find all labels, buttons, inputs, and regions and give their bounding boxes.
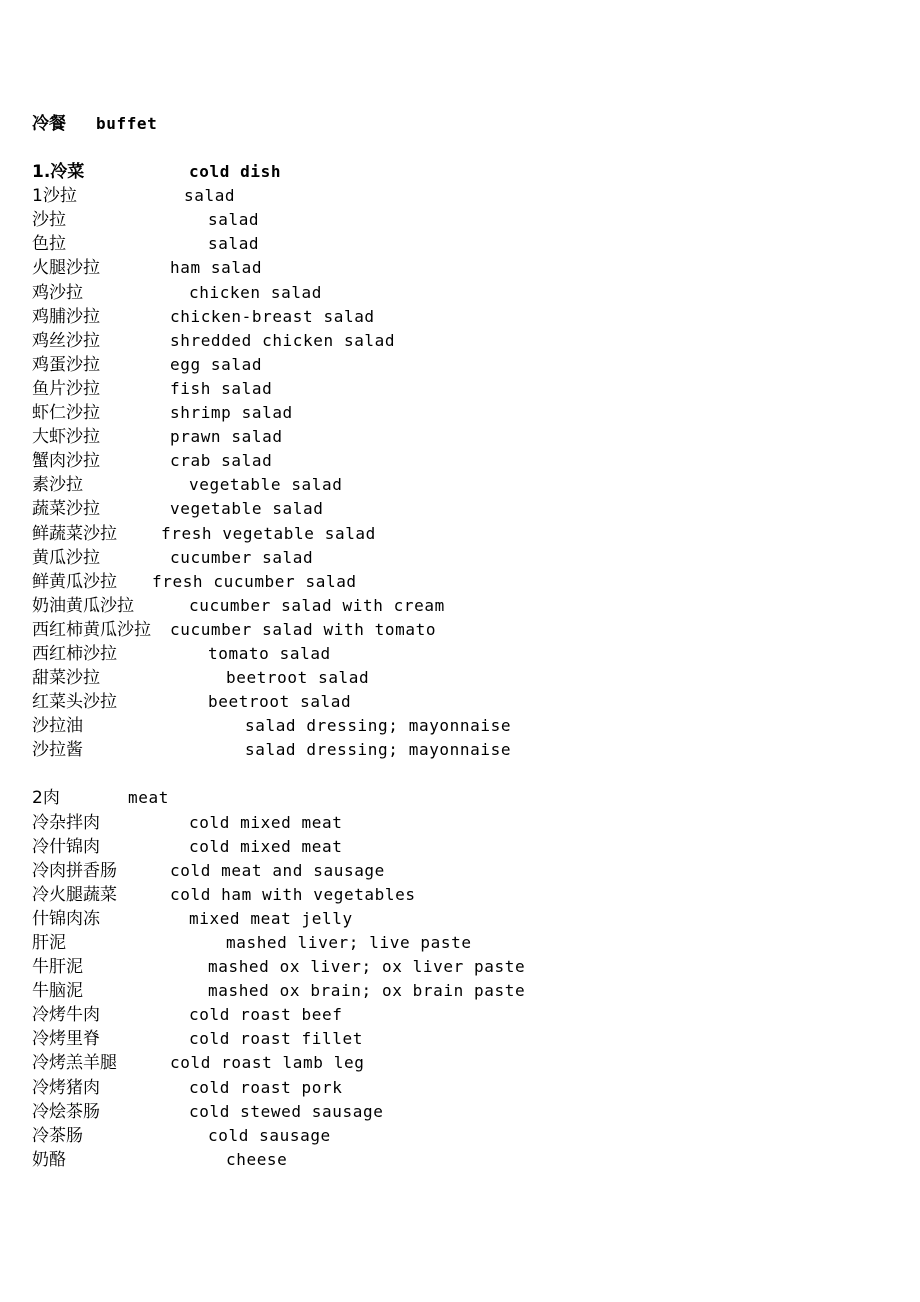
term-zh: 沙拉酱: [32, 740, 83, 761]
term-zh: 沙拉油: [32, 716, 83, 737]
term-zh: 大虾沙拉: [32, 427, 100, 448]
term-en: mashed ox brain; ox brain paste: [208, 981, 526, 1001]
term-zh: 沙拉: [32, 210, 66, 231]
term-en: salad: [208, 234, 260, 254]
term-zh: 鲜蔬菜沙拉: [32, 523, 117, 544]
term-en: cheese: [226, 1149, 288, 1169]
subsection-heading-en: meat: [128, 788, 169, 808]
term-en: salad dressing; mayonnaise: [245, 716, 512, 736]
term-row: [32, 353, 892, 377]
term-zh: 冷烤牛肉: [32, 1005, 100, 1026]
term-zh: 奶酪: [32, 1149, 66, 1170]
term-row: [32, 401, 892, 425]
term-en: mashed liver; live paste: [226, 933, 472, 952]
term-row: [32, 738, 892, 762]
term-zh: 甜菜沙拉: [32, 668, 100, 689]
term-row: [32, 425, 892, 449]
term-en: tomato salad: [208, 643, 331, 663]
term-en: prawn salad: [170, 427, 283, 447]
subsection-heading-zh: 1沙拉: [32, 186, 77, 207]
term-en: mashed ox liver; ox liver paste: [208, 957, 526, 977]
term-en: cold roast lamb leg: [170, 1053, 365, 1073]
term-zh: 鱼片沙拉: [32, 378, 100, 399]
term-row: [32, 883, 892, 907]
term-en: salad: [208, 210, 260, 230]
term-row: [32, 979, 892, 1003]
term-en: shrimp salad: [170, 403, 293, 423]
term-zh: 冷杂拌肉: [32, 812, 100, 833]
term-row: [32, 232, 892, 256]
term-row: [32, 594, 892, 618]
term-zh: 红菜头沙拉: [32, 692, 117, 713]
term-zh: 鸡脯沙拉: [32, 306, 100, 327]
term-en: crab salad: [170, 451, 273, 471]
section-heading-zh: 1.冷菜: [32, 162, 85, 183]
term-zh: 素沙拉: [32, 475, 83, 496]
term-en: beetroot salad: [226, 668, 370, 688]
term-row: [32, 522, 892, 546]
term-en: vegetable salad: [189, 475, 343, 495]
term-row: [32, 497, 892, 521]
meat-list: [32, 811, 892, 1172]
term-zh: 鸡蛋沙拉: [32, 354, 100, 375]
document-page: [32, 112, 892, 1172]
term-zh: 冷烤羔羊腿: [32, 1053, 117, 1074]
term-zh: 冷什锦肉: [32, 836, 100, 857]
term-en: cold ham with vegetables: [170, 884, 416, 904]
term-en: chicken salad: [189, 282, 323, 302]
term-row: [32, 835, 892, 859]
term-en: ham salad: [170, 258, 263, 278]
title-en: buffet: [96, 114, 158, 133]
term-zh: 黄瓜沙拉: [32, 547, 100, 568]
term-zh: 鸡丝沙拉: [32, 330, 100, 351]
term-zh: 西红柿沙拉: [32, 643, 117, 664]
salad-list: [32, 208, 892, 762]
term-en: cold roast beef: [189, 1005, 343, 1025]
section-heading-en: cold dish: [189, 162, 282, 182]
term-row: [32, 666, 892, 690]
term-en: cold stewed sausage: [189, 1101, 384, 1121]
subsection-heading: [32, 184, 892, 208]
term-en: cold sausage: [208, 1125, 331, 1145]
spacer: [32, 762, 892, 786]
term-row: [32, 931, 892, 955]
term-zh: 冷茶肠: [32, 1125, 83, 1146]
term-en: vegetable salad: [170, 499, 324, 519]
term-zh: 西红柿黄瓜沙拉: [32, 619, 151, 640]
term-zh: 冷火腿蔬菜: [32, 884, 117, 905]
term-row: [32, 714, 892, 738]
term-zh: 奶油黄瓜沙拉: [32, 595, 134, 616]
term-zh: 鸡沙拉: [32, 282, 83, 303]
term-row: [32, 329, 892, 353]
term-row: [32, 907, 892, 931]
term-row: [32, 955, 892, 979]
term-zh: 冷烤里脊: [32, 1029, 100, 1050]
term-zh: 色拉: [32, 234, 66, 255]
term-en: cold mixed meat: [189, 836, 343, 856]
term-zh: 火腿沙拉: [32, 258, 100, 279]
term-row: [32, 546, 892, 570]
term-zh: 蟹肉沙拉: [32, 451, 100, 472]
term-row: [32, 1124, 892, 1148]
term-zh: 冷烩茶肠: [32, 1101, 100, 1122]
term-row: [32, 570, 892, 594]
term-row: [32, 811, 892, 835]
term-row: [32, 642, 892, 666]
subsection-heading: [32, 786, 892, 810]
term-row: [32, 1076, 892, 1100]
term-zh: 鲜黄瓜沙拉: [32, 571, 117, 592]
term-zh: 牛肝泥: [32, 957, 83, 978]
term-zh: 冷烤猪肉: [32, 1077, 100, 1098]
term-en: fish salad: [170, 378, 273, 398]
term-zh: 虾仁沙拉: [32, 403, 100, 424]
term-en: fresh vegetable salad: [161, 523, 376, 543]
term-en: cold roast fillet: [189, 1029, 363, 1049]
term-row: [32, 1051, 892, 1075]
term-row: [32, 377, 892, 401]
document-title: [32, 112, 892, 136]
term-row: [32, 281, 892, 305]
term-en: shredded chicken salad: [170, 330, 396, 350]
term-row: [32, 1027, 892, 1051]
term-zh: 冷肉拼香肠: [32, 860, 117, 881]
term-en: cucumber salad: [170, 547, 314, 567]
term-row: [32, 859, 892, 883]
spacer: [32, 136, 892, 160]
term-en: salad dressing; mayonnaise: [245, 740, 512, 760]
term-en: cucumber salad with cream: [189, 595, 445, 615]
term-en: cold meat and sausage: [170, 860, 385, 880]
term-row: [32, 305, 892, 329]
term-row: [32, 449, 892, 473]
section-heading: [32, 160, 892, 184]
term-zh: 牛脑泥: [32, 981, 83, 1002]
subsection-heading-en: salad: [184, 186, 236, 206]
term-en: cold mixed meat: [189, 812, 343, 832]
term-zh: 什锦肉冻: [32, 908, 100, 929]
term-zh: 肝泥: [32, 933, 66, 953]
term-en: cold roast pork: [189, 1077, 343, 1097]
term-row: [32, 618, 892, 642]
term-row: [32, 208, 892, 232]
subsection-heading-zh: 2肉: [32, 788, 60, 809]
term-row: [32, 256, 892, 280]
term-row: [32, 1003, 892, 1027]
term-en: cucumber salad with tomato: [170, 619, 437, 639]
term-row: [32, 1100, 892, 1124]
term-row: [32, 1148, 892, 1172]
title-zh: 冷餐: [32, 114, 66, 134]
term-en: chicken-breast salad: [170, 306, 375, 326]
term-en: fresh cucumber salad: [152, 571, 357, 591]
term-en: egg salad: [170, 354, 263, 374]
term-zh: 蔬菜沙拉: [32, 499, 100, 520]
term-en: beetroot salad: [208, 692, 352, 712]
term-en: mixed meat jelly: [189, 908, 353, 928]
term-row: [32, 473, 892, 497]
term-row: [32, 690, 892, 714]
